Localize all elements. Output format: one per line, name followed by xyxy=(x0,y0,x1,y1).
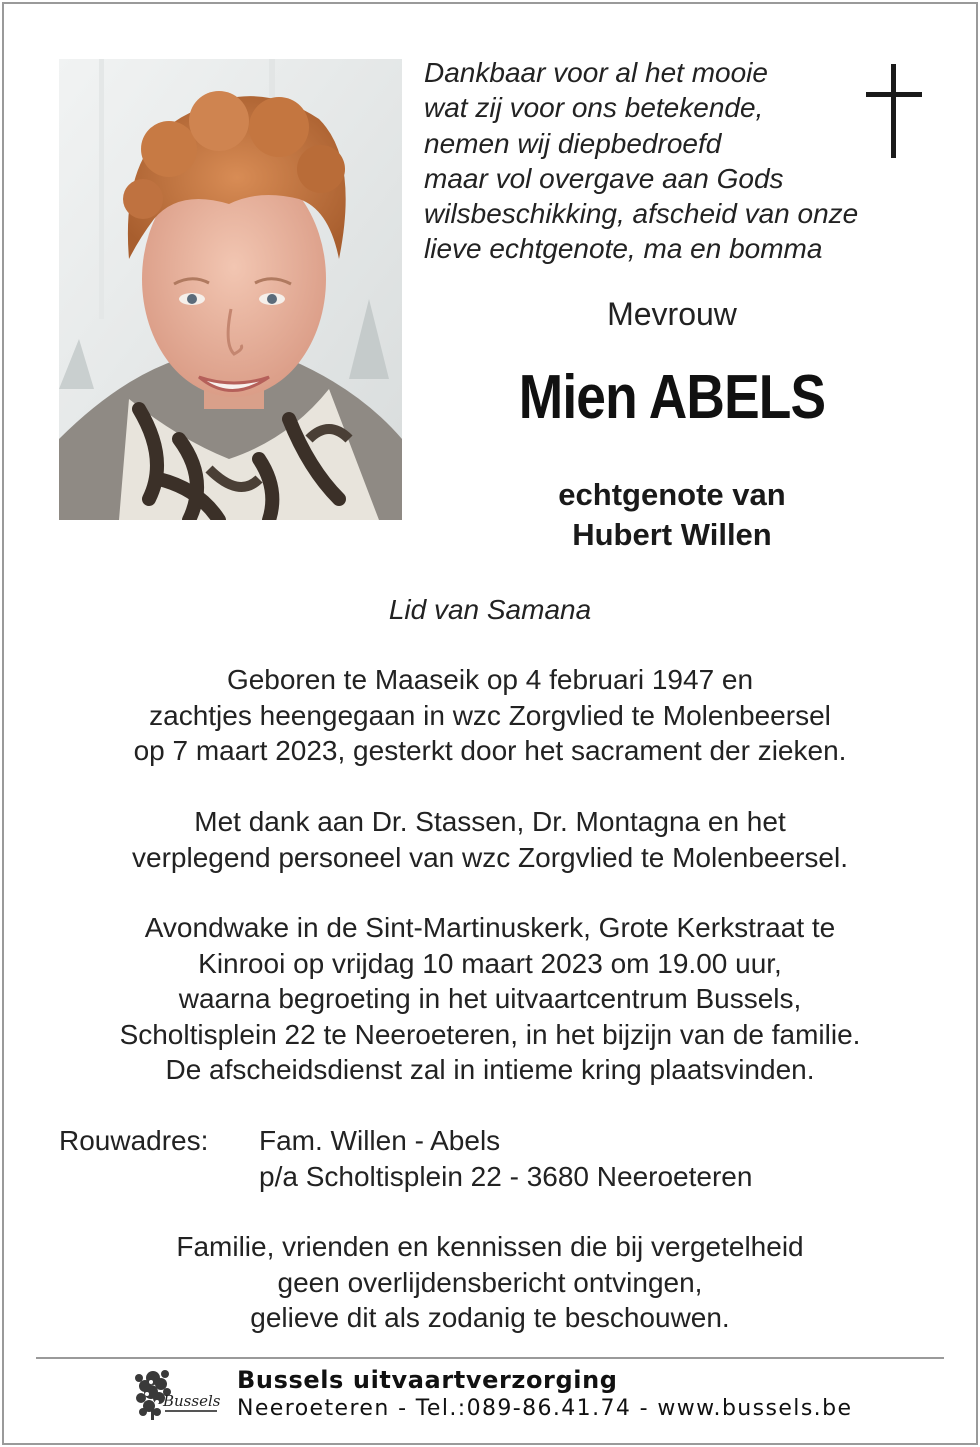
poem-line: wat zij voor ons betekende, xyxy=(424,92,764,124)
paragraph-line: Avondwake in de Sint-Martinuskerk, Grote Kerkstraat te xyxy=(144,912,836,943)
footer-info xyxy=(237,1365,852,1423)
poem-line: nemen wij diepbedroefd xyxy=(424,127,722,159)
spouse-name: Hubert Willen xyxy=(572,517,772,552)
deceased-name: Mien ABELS xyxy=(518,363,826,432)
poem-line: maar vol overgave aan Gods xyxy=(424,162,784,194)
footer-divider xyxy=(36,1357,944,1359)
company-contact: Neeroeteren - Tel.:089-86.41.74 - www.bussels.be xyxy=(237,1396,853,1421)
cross-icon xyxy=(866,64,922,158)
paragraph-line: op 7 maart 2023, gesterkt door het sacrament der zieken. xyxy=(133,735,847,766)
paragraph-line: Scholtisplein 22 te Neeroeteren, in het bijzijn van de familie. xyxy=(119,1018,861,1050)
paragraph-line: verplegend personeel van wzc Zorgvlied te Molenbeersel. xyxy=(132,841,848,873)
portrait-photo xyxy=(59,59,402,520)
poem-line: Dankbaar voor al het mooie xyxy=(424,57,768,88)
paragraph-line: Geboren te Maaseik op 4 februari 1947 en xyxy=(226,664,754,695)
company-name: Bussels uitvaartverzorging xyxy=(237,1366,618,1394)
membership-line: Lid van Samana xyxy=(388,594,592,625)
paragraph-line: zachtjes heengegaan in wzc Zorgvlied te Molenbeersel xyxy=(149,699,831,731)
paragraph-line: Kinrooi op vrijdag 10 maart 2023 om 19.00 uur, xyxy=(198,947,782,979)
bussels-logo xyxy=(131,1364,221,1422)
poem-line: lieve echtgenote, ma en bomma xyxy=(424,233,823,265)
paragraph-line: Familie, vrienden en kennissen die bij vergetelheid xyxy=(176,1231,804,1262)
honorific-title: Mevrouw xyxy=(607,296,737,332)
paragraph-line: gelieve dit als zodanig te beschouwen. xyxy=(250,1302,730,1333)
poem-text xyxy=(424,55,924,267)
thanks-paragraph xyxy=(40,804,940,875)
ceremony-paragraph xyxy=(40,910,940,1088)
address-line-1: Fam. Willen - Abels xyxy=(259,1125,501,1156)
address-line-2: p/a Scholtisplein 22 - 3680 Neeroeteren xyxy=(259,1160,753,1192)
poem-line: wilsbeschikking, afscheid van onze xyxy=(424,198,859,230)
relation-line: echtgenote van xyxy=(558,477,786,512)
spouse-info xyxy=(424,475,920,555)
paragraph-line: De afscheidsdienst zal in intieme kring plaatsvinden. xyxy=(165,1054,815,1085)
paragraph-line: geen overlijdensbericht ontvingen, xyxy=(277,1266,703,1298)
paragraph-line: Met dank aan Dr. Stassen, Dr. Montagna en het xyxy=(194,806,786,837)
address-label: Rouwadres: xyxy=(59,1125,209,1156)
paragraph-line: waarna begroeting in het uitvaartcentrum Bussels, xyxy=(178,983,802,1014)
birth-death-paragraph xyxy=(40,662,940,769)
svg-text:Bussels: Bussels xyxy=(163,1392,221,1410)
notice-paragraph xyxy=(40,1229,940,1336)
